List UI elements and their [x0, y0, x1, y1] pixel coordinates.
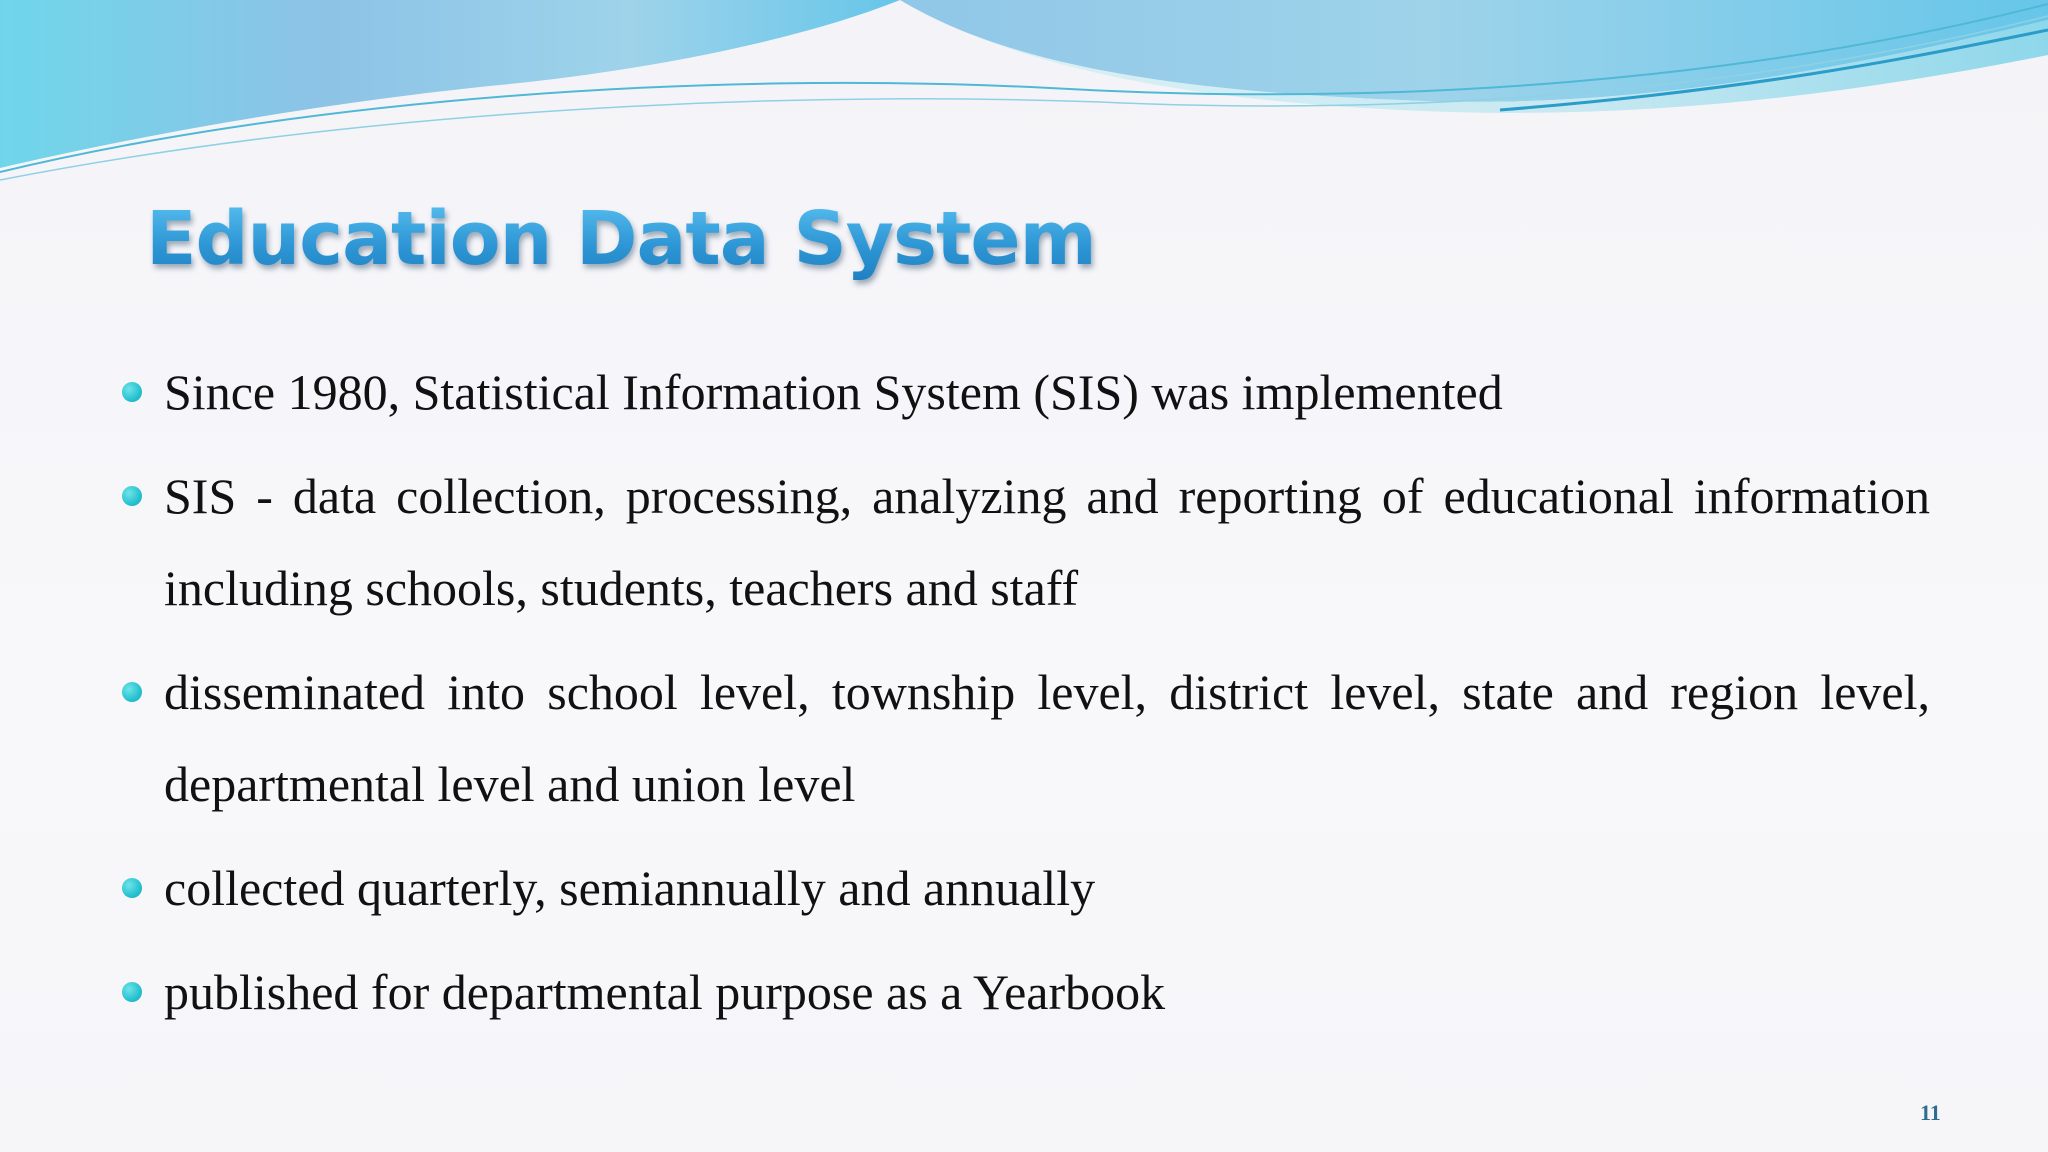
bullet-item	[118, 346, 1930, 438]
bullet-item	[118, 450, 1930, 634]
page-number: 11	[1920, 1100, 1941, 1125]
bullet-item	[118, 946, 1930, 1038]
bullet-text: published for departmental purpose as a Yearbook	[164, 964, 1166, 1020]
bullet-list	[118, 346, 1930, 1050]
header-wave-decoration	[0, 0, 2048, 200]
bullet-text: disseminated into school level, township level, district level, state and region level, departmental level and union level	[164, 664, 1930, 812]
bullet-text: SIS - data collection, processing, analyzing and reporting of educational information including schools, students, teachers and staff	[164, 468, 1930, 616]
bullet-item	[118, 646, 1930, 830]
bullet-dot-icon	[122, 682, 142, 702]
bullet-dot-icon	[122, 982, 142, 1002]
bullet-dot-icon	[122, 382, 142, 402]
slide-title: Education Data System	[146, 196, 1096, 282]
bullet-text: Since 1980, Statistical Information System (SIS) was implemented	[164, 364, 1503, 420]
bullet-dot-icon	[122, 878, 142, 898]
bullet-text: collected quarterly, semiannually and annually	[164, 860, 1096, 916]
bullet-item	[118, 842, 1930, 934]
bullet-dot-icon	[122, 486, 142, 506]
